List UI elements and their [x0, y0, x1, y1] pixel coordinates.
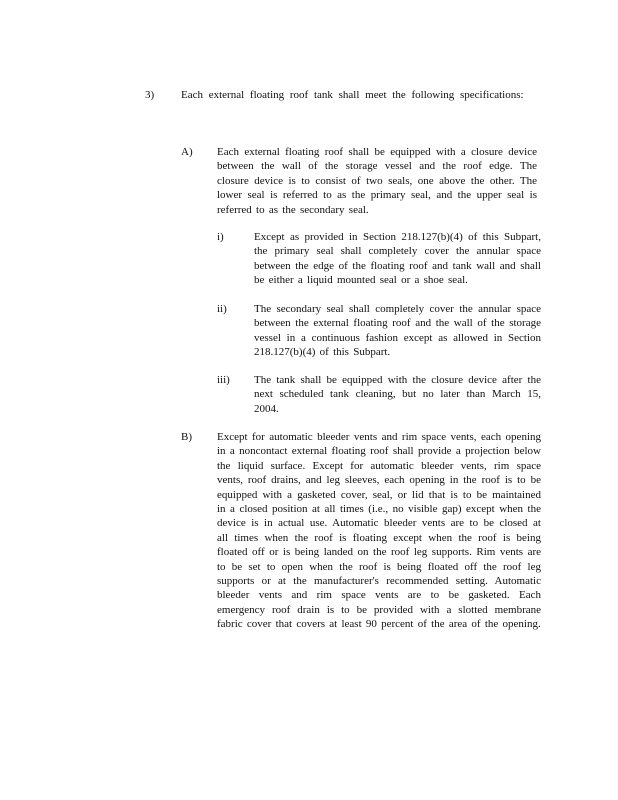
item-b-label: B) — [181, 431, 192, 443]
item-b-text: Except for automatic bleeder vents and rim space vents, each opening in a noncontact external floating roof shall provide a projection below the liquid surface. Except for automatic bleeder vents, rim space vents, roof drains, and leg sleeves, each opening in the roof is to be equipped with a gasketed cover, seal, or lid that is to be maintained in a closed position at all times (i.e., no visible gap) except when the device is in actual use. Automatic bleeder vents are to be closed at all times when the roof is floating except when the roof is being floated off or is being landed on the roof leg supports. Rim vents are to be set to open when the roof is being floated off the roof leg supports or at the manufacturer's recommended setting. Automatic bleeder vents and rim space vents are to be gasketed. Each emergency roof drain is to be provided with a slotted membrane fabric cover that covers at least 90 percent of the area of the opening. — [217, 431, 541, 631]
subitem-i-text: Except as provided in Section 218.127(b)(4) of this Subpart, the primary seal shall completely cover the annular space between the edge of the floating roof and tank wall and shall be either a liquid mounted seal or a shoe seal. — [254, 231, 541, 287]
subitem-iii-text: The tank shall be equipped with the closure device after the next scheduled tank cleaning, but no later than March 15, 2004. — [254, 374, 541, 415]
section-number: 3) — [145, 89, 155, 101]
item-a-text: Each external floating roof shall be equipped with a closure device between the wall of the storage vessel and the roof edge. The closure device is to consist of two seals, one above the other. The lower seal is referred to as the primary seal, and the upper seal is referred to as the secondary seal. — [217, 146, 537, 216]
section-intro: Each external floating roof tank shall meet the following specifications: — [181, 89, 524, 101]
item-a-label: A) — [181, 146, 193, 158]
subitem-ii-label: ii) — [217, 303, 227, 315]
subitem-i-label: i) — [217, 231, 224, 243]
subitem-ii-text: The secondary seal shall completely cover the annular space between the external floating roof and the wall of the storage vessel in a continuous fashion except as allowed in Section 218.127(b)(4) of this Subpart. — [254, 303, 541, 359]
subitem-iii-label: iii) — [217, 374, 230, 386]
